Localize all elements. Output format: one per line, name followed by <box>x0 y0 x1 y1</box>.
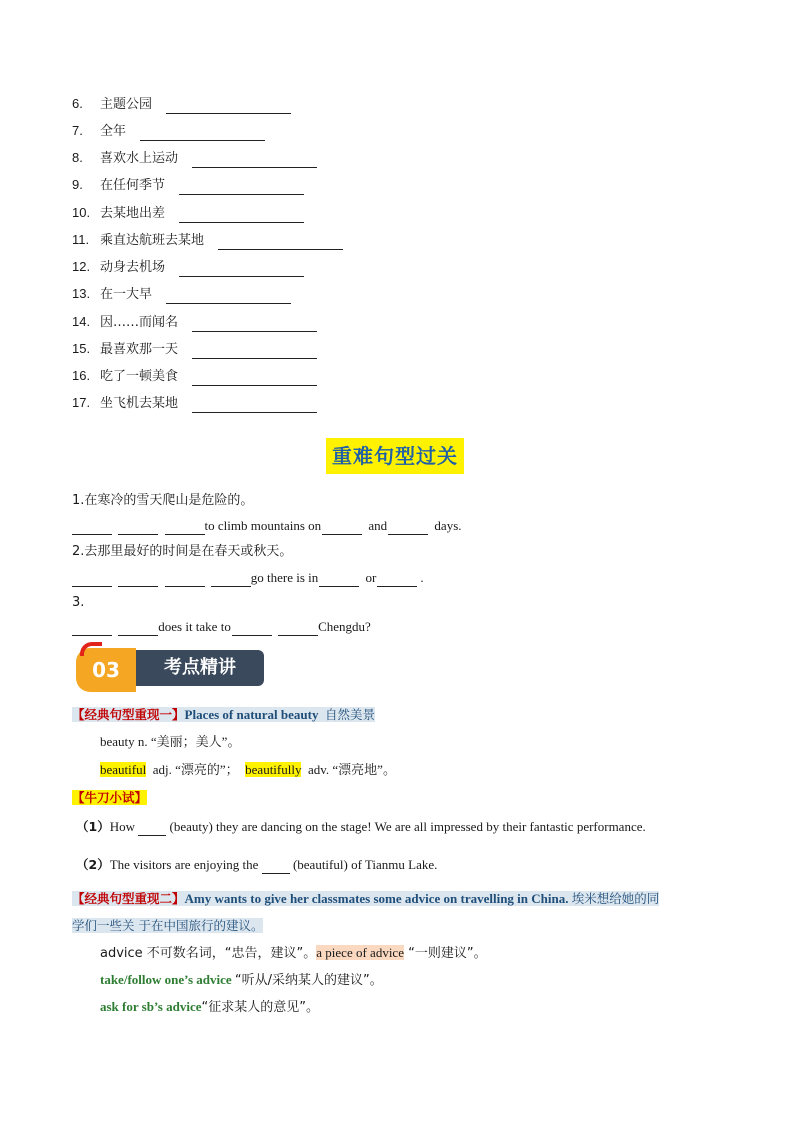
answer-blank[interactable] <box>165 573 205 587</box>
answer-blank[interactable] <box>192 153 317 168</box>
point-2-bracket: 【经典句型重现二】 <box>72 891 185 906</box>
definition: adv. “漂亮地”。 <box>307 762 396 777</box>
answer-blank[interactable] <box>72 573 112 587</box>
word-highlight: beautifully <box>245 762 302 777</box>
item-number: 11. <box>72 232 90 247</box>
point-1-en: Places of natural beauty <box>184 707 319 722</box>
vocab-item <box>72 176 304 194</box>
item-number: 17. <box>72 395 91 410</box>
sentence-text: to climb mountains on <box>204 518 322 533</box>
sentence-2-answer <box>72 569 424 587</box>
point-2-title-cont <box>72 917 263 935</box>
answer-blank[interactable] <box>138 822 166 836</box>
answer-blank[interactable] <box>388 521 428 535</box>
item-number: 8. <box>72 150 83 165</box>
practice-question-2 <box>76 856 437 874</box>
vocab-item <box>72 204 304 222</box>
vocab-item <box>72 285 291 303</box>
item-text: 最喜欢那一天 <box>100 342 179 357</box>
question-text: How <box>109 819 135 834</box>
item-number: 16. <box>72 368 91 383</box>
point-1-line-2 <box>100 761 396 779</box>
item-text: 全年 <box>100 124 127 139</box>
practice-question-1 <box>76 818 646 836</box>
answer-blank[interactable] <box>166 289 291 304</box>
answer-blank[interactable] <box>118 521 158 535</box>
answer-blank[interactable] <box>319 573 359 587</box>
item-text: 主题公园 <box>100 97 153 112</box>
item-text: 动身去机场 <box>100 260 166 275</box>
point-2-cn-b: 学们一些关 于在中国旅行的建议。 <box>72 918 264 933</box>
answer-blank[interactable] <box>218 235 343 250</box>
phrase: take/follow one’s advice <box>100 972 232 987</box>
point-2-line-3 <box>100 998 319 1017</box>
point-1-bracket: 【经典句型重现一】 <box>72 707 185 722</box>
item-number: 6. <box>72 96 83 111</box>
answer-blank[interactable] <box>211 573 251 587</box>
point-2-cn-a: 埃米想给她的同 <box>571 891 660 906</box>
item-number: 9. <box>72 177 83 192</box>
item-text: 坐飞机去某地 <box>100 396 179 411</box>
definition: advice 不可数名词，“忠告，建议”。 <box>100 946 317 961</box>
answer-blank[interactable] <box>262 860 290 874</box>
vocab-item <box>72 258 304 276</box>
answer-blank[interactable] <box>72 521 112 535</box>
point-1-line-1: beauty n. “美丽；美人”。 <box>100 734 241 749</box>
definition: “听从/采纳某人的建议”。 <box>234 973 383 988</box>
badge-title: 考点精讲 <box>136 650 264 686</box>
item-number: 10. <box>72 205 91 220</box>
answer-blank[interactable] <box>166 99 291 114</box>
phrase: ask for sb’s advice <box>100 999 202 1014</box>
point-2-en: Amy wants to give her classmates some advice on travelling in China. <box>184 891 569 906</box>
sentence-text: Chengdu? <box>318 619 371 634</box>
vocab-item <box>72 231 343 249</box>
item-text: 在一大早 <box>100 287 153 302</box>
item-text: 乘直达航班去某地 <box>100 233 205 248</box>
section-badge <box>76 642 266 694</box>
question-number: （2） <box>76 857 110 872</box>
vocab-item <box>72 367 317 385</box>
item-number: 13. <box>72 286 91 301</box>
answer-blank[interactable] <box>232 622 272 636</box>
word-highlight: beautiful <box>100 762 147 777</box>
vocab-item <box>72 394 317 412</box>
answer-blank[interactable] <box>179 208 304 223</box>
point-1-title <box>72 706 375 724</box>
answer-blank[interactable] <box>179 262 304 277</box>
point-1-cn: 自然美景 <box>324 707 375 722</box>
item-text: 因……而闻名 <box>100 315 179 330</box>
answer-blank[interactable] <box>278 622 318 636</box>
answer-blank[interactable] <box>179 180 304 195</box>
sentence-text: or <box>365 570 377 585</box>
answer-blank[interactable] <box>165 521 205 535</box>
sentence-1-prompt: 1.在寒冷的雪天爬山是危险的。 <box>72 493 254 508</box>
item-text: 吃了一顿美食 <box>100 369 179 384</box>
item-text: 喜欢水上运动 <box>100 151 179 166</box>
sentence-text: go there is in <box>250 570 319 585</box>
point-2-line-2 <box>100 971 383 990</box>
practice-title <box>72 789 147 807</box>
definition: “一则建议”。 <box>408 946 487 961</box>
sentence-text: days. <box>434 518 462 533</box>
answer-blank[interactable] <box>322 521 362 535</box>
sentence-3-answer <box>72 618 371 636</box>
item-text: 去某地出差 <box>100 206 166 221</box>
item-number: 12. <box>72 259 91 274</box>
question-text: (beautiful) of Tianmu Lake. <box>292 857 438 872</box>
question-number: （1） <box>76 819 110 834</box>
answer-blank[interactable] <box>192 317 317 332</box>
point-2-line-1 <box>100 944 487 963</box>
answer-blank[interactable] <box>118 622 158 636</box>
answer-blank[interactable] <box>192 344 317 359</box>
sentence-text: does it take to <box>158 619 231 634</box>
answer-blank[interactable] <box>377 573 417 587</box>
vocab-item <box>72 95 291 113</box>
item-number: 7. <box>72 123 83 138</box>
vocab-item <box>72 149 317 167</box>
sentence-text: and <box>368 518 388 533</box>
question-text: (beauty) they are dancing on the stage! We are all impressed by their fantastic performance. <box>169 819 646 834</box>
practice-bracket: 【牛刀小试】 <box>72 790 148 805</box>
section-heading: 重难句型过关 <box>326 438 464 474</box>
phrase-highlight: a piece of advice <box>316 945 404 960</box>
definition: “征求某人的意见”。 <box>201 1000 319 1015</box>
sentence-2-prompt: 2.去那里最好的时间是在春天或秋天。 <box>72 544 293 559</box>
vocab-item <box>72 122 265 140</box>
item-number: 14. <box>72 314 91 329</box>
sentence-text: . <box>420 570 424 585</box>
sentence-3-prompt: 3. <box>72 595 85 610</box>
definition: adj. “漂亮的”； <box>152 762 239 777</box>
point-2-title <box>72 890 659 908</box>
item-number: 15. <box>72 341 91 356</box>
item-text: 在任何季节 <box>100 178 166 193</box>
sentence-1-answer <box>72 517 462 535</box>
answer-blank[interactable] <box>192 371 317 386</box>
badge-number: 03 <box>92 658 120 682</box>
answer-blank[interactable] <box>140 126 265 141</box>
answer-blank[interactable] <box>192 398 317 413</box>
vocab-item <box>72 313 317 331</box>
answer-blank[interactable] <box>72 622 112 636</box>
vocab-item <box>72 340 317 358</box>
answer-blank[interactable] <box>118 573 158 587</box>
question-text: The visitors are enjoying the <box>109 857 259 872</box>
